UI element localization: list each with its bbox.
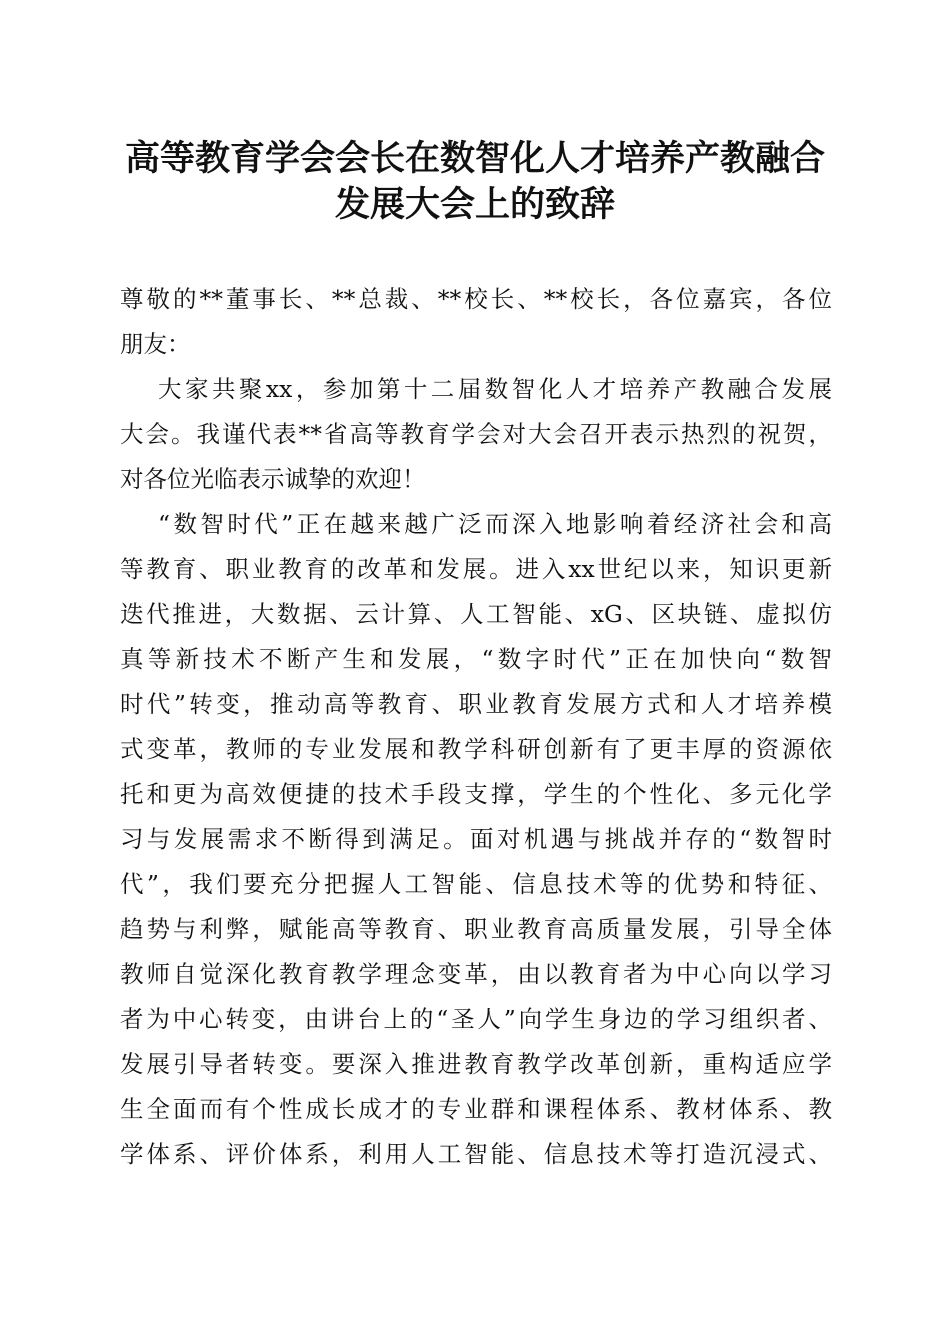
paragraph-2-line-13: 发展引导者转变。要深入推进教育教学改革创新，重构适应学 (120, 1050, 832, 1078)
paragraph-2-line-3: 迭代推进，大数据、云计算、人工智能、xG、区块链、虚拟仿 (120, 600, 832, 628)
document-title-line-2: 发展大会上的致辞 (334, 184, 615, 225)
paragraph-2-line-7: 托和更为高效便捷的技术手段支撑，学生的个性化、多元化学 (120, 780, 832, 808)
document-title-line-1: 高等教育学会会长在数智化人才培养产教融合 (124, 138, 825, 179)
paragraph-1-line-3: 对各位光临表示诚挚的欢迎！ (120, 465, 426, 493)
paragraph-2-line-5: 时代”转变，推动高等教育、职业教育发展方式和人才培养模 (120, 690, 832, 718)
salutation-line-2: 朋友： (120, 330, 191, 358)
paragraph-2-line-6: 式变革，教师的专业发展和教学科研创新有了更丰厚的资源依 (120, 735, 832, 763)
paragraph-2-line-2: 等教育、职业教育的改革和发展。进入xx世纪以来，知识更新 (120, 555, 832, 583)
paragraph-2-line-4: 真等新技术不断产生和发展，“数字时代”正在加快向“数智 (120, 645, 832, 673)
paragraph-2-line-14: 生全面而有个性成长成才的专业群和课程体系、教材体系、教 (120, 1095, 832, 1123)
paragraph-1-line-1: 大家共聚xx，参加第十二届数智化人才培养产教融合发展 (158, 375, 832, 403)
paragraph-2-line-8: 习与发展需求不断得到满足。面对机遇与挑战并存的“数智时 (120, 825, 832, 853)
paragraph-1-line-2: 大会。我谨代表**省高等教育学会对大会召开表示热烈的祝贺， (120, 420, 832, 448)
paragraph-2-line-15: 学体系、评价体系，利用人工智能、信息技术等打造沉浸式、 (120, 1140, 832, 1168)
paragraph-2-line-12: 者为中心转变，由讲台上的“圣人”向学生身边的学习组织者、 (120, 1005, 832, 1033)
paragraph-2-line-1: “数智时代”正在越来越广泛而深入地影响着经济社会和高 (158, 510, 832, 538)
paragraph-2-line-10: 趋势与利弊，赋能高等教育、职业教育高质量发展，引导全体 (120, 915, 832, 943)
salutation-line-1: 尊敬的**董事长、**总裁、**校长、**校长，各位嘉宾，各位 (120, 285, 832, 313)
paragraph-2-line-11: 教师自觉深化教育教学理念变革，由以教育者为中心向以学习 (120, 960, 832, 988)
paragraph-2-line-9: 代”，我们要充分把握人工智能、信息技术等的优势和特征、 (120, 870, 832, 898)
